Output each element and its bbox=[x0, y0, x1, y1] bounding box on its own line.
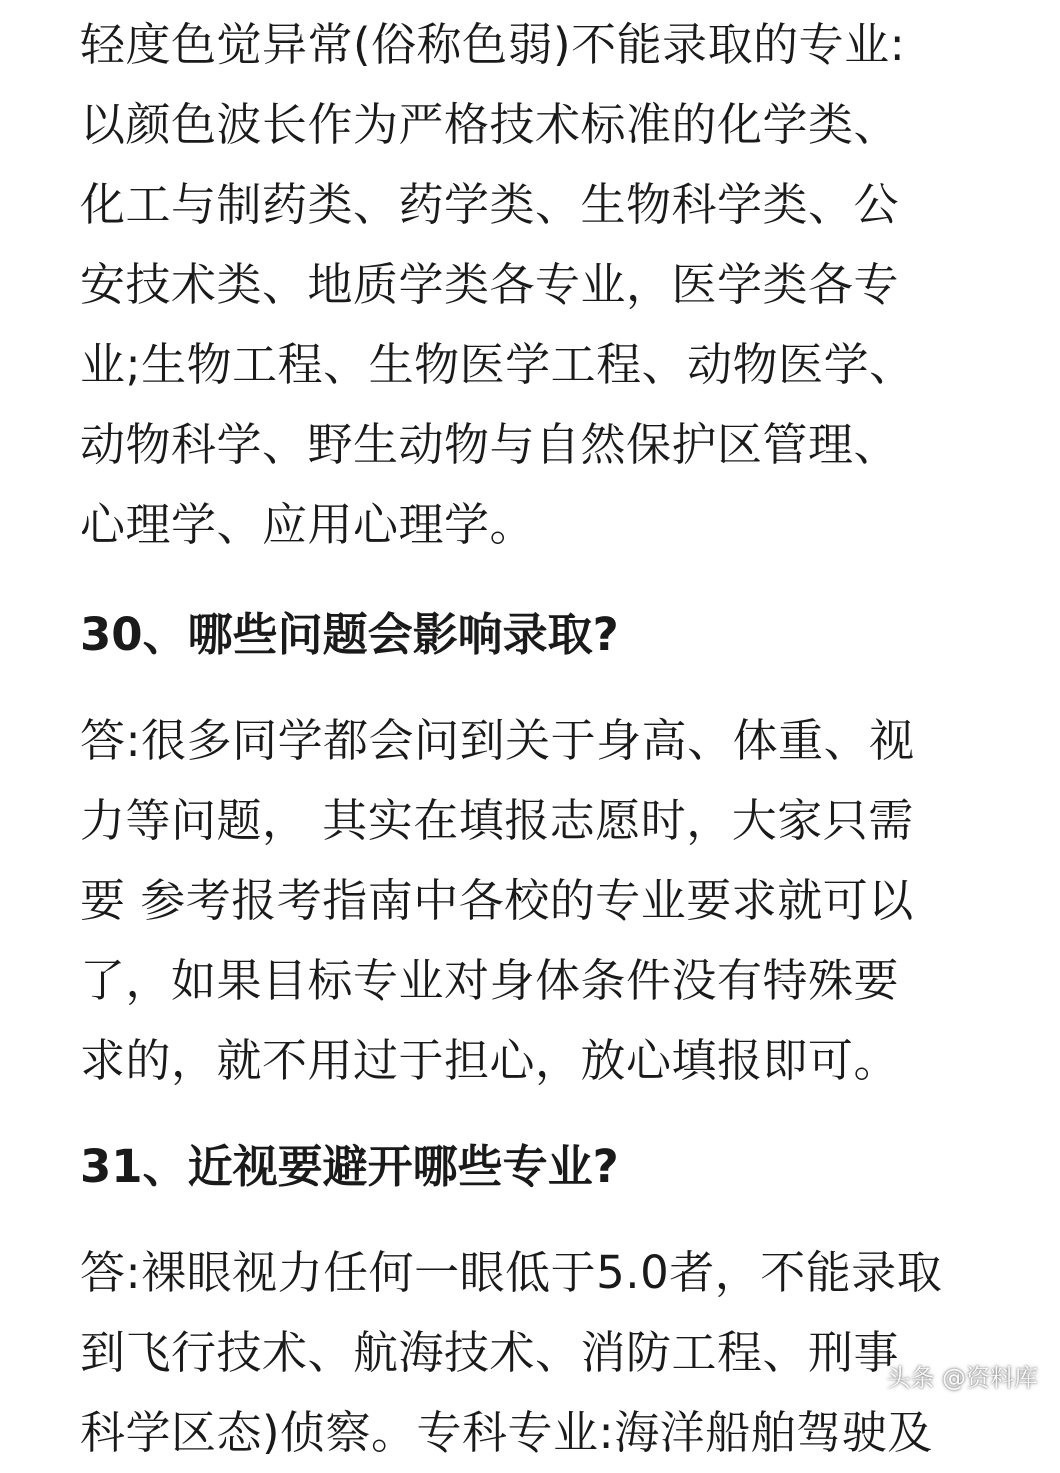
question-31-heading: 31、近视要避开哪些专业? bbox=[80, 1140, 619, 1193]
answer-line: 答:裸眼视力任何一眼低于5.0者，不能录取 bbox=[80, 1246, 943, 1299]
answer-line: 要 参考报考指南中各校的专业要求就可以 bbox=[80, 874, 914, 927]
article-body bbox=[80, 0, 1000, 1473]
paragraph-line: 以颜色波长作为严格技术标准的化学类、 bbox=[80, 98, 900, 151]
paragraph-line: 业;生物工程、生物医学工程、动物医学、 bbox=[80, 338, 915, 391]
answer-line: 科学区态)侦察。专科专业:海洋船舶驾驶及 bbox=[80, 1406, 933, 1459]
answer-line: 答:很多同学都会问到关于身高、体重、视 bbox=[80, 714, 915, 767]
paragraph-line: 安技术类、地质学类各专业，医学类各专 bbox=[80, 258, 900, 311]
answer-line: 力等问题， 其实在填报志愿时，大家只需 bbox=[80, 794, 914, 847]
question-31-answer bbox=[80, 1233, 1000, 1473]
answer-line: 到飞行技术、航海技术、消防工程、刑事 bbox=[80, 1326, 900, 1379]
paragraph-line: 心理学、应用心理学。 bbox=[80, 498, 536, 551]
question-30-answer bbox=[80, 701, 1000, 1101]
paragraph-line: 动物科学、野生动物与自然保护区管理、 bbox=[80, 418, 900, 471]
paragraph-line: 轻度色觉异常(俗称色弱)不能录取的专业: bbox=[80, 18, 906, 71]
paragraph-line: 化工与制药类、药学类、生物科学类、公 bbox=[80, 178, 900, 231]
source-watermark: 头条 @资料库 bbox=[886, 1364, 1038, 1392]
answer-line: 了，如果目标专业对身体条件没有特殊要 bbox=[80, 954, 900, 1007]
answer-line: 求的，就不用过于担心，放心填报即可。 bbox=[80, 1034, 900, 1087]
color-weakness-paragraph bbox=[80, 0, 1000, 565]
question-30-heading: 30、哪些问题会影响录取? bbox=[80, 608, 619, 661]
